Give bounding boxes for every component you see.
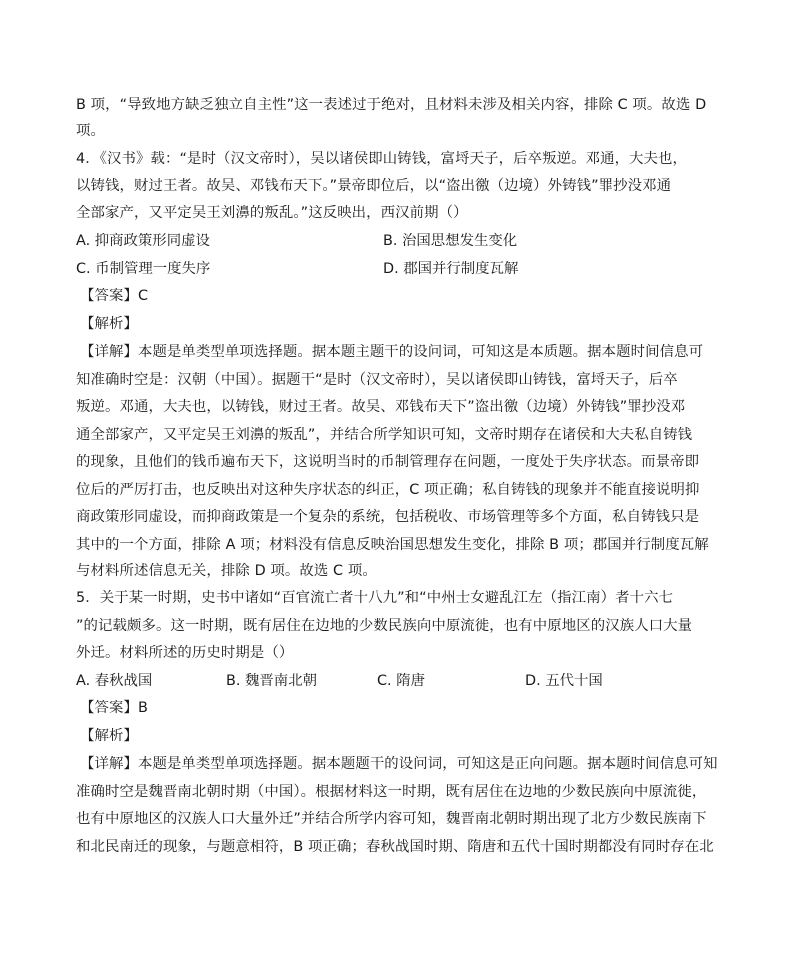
q5-analysis-label: 【解析】 [80, 728, 138, 744]
q4-detail-line-9: 与材料所述信息无关，排除 D 项。故选 C 项。 [76, 563, 377, 579]
q4-detail-line-4: 通全部家产，又平定吴王刘濞的叛乱”，并结合所学知识可知，文帝时期存在诸侯和大夫私自铸钱 [76, 427, 693, 443]
q4-analysis-label: 【解析】 [80, 316, 138, 332]
q4-detail-line-5: 的现象，且他们的钱币遍布天下，这说明当时的币制管理存在问题，一度处于失序状态。而景帝即 [76, 454, 700, 470]
q4-detail-line-6: 位后的严厉打击，也反映出对这种失序状态的纠正，C 项正确；私自铸钱的现象并不能直接说明抑 [76, 482, 700, 498]
q4-option-a: A. 抑商政策形同虚设 [76, 233, 210, 249]
q5-answer: 【答案】B [80, 700, 148, 716]
q4-stem-line-1: 4．《汉书》载：“是时（汉文帝时），吴以诸侯即山铸钱，富埒天子，后卒叛逆。邓通，大夫也， [76, 151, 688, 167]
q5-stem-line-1: 5．关于某一时期，史书中诸如“百官流亡者十八九”和“中州士女避乱江左（指江南）者十六七 [76, 590, 674, 606]
q5-detail-line-2: 准确时空是魏晋南北朝时期（中国）。根据材料这一时期，既有居住在边地的少数民族向中原流徙， [76, 784, 707, 800]
q4-option-b: B. 治国思想发生变化 [383, 233, 518, 249]
q5-detail-line-1: 【详解】本题是单类型单项选择题。据本题题干的设问词，可知这是正向问题。据本题时间信息可知 [80, 756, 718, 772]
q4-detail-line-2: 知准确时空是：汉朝（中国）。据题干“是时（汉文帝时），吴以诸侯即山铸钱，富埒天子，后卒 [76, 372, 678, 388]
q4-answer: 【答案】C [80, 288, 149, 304]
q5-option-a: A. 春秋战国 [76, 673, 153, 689]
prev-analysis-line-2: 项。 [76, 123, 105, 139]
q4-option-c: C. 币制管理一度失序 [76, 261, 211, 277]
q5-option-b: B. 魏晋南北朝 [226, 673, 317, 689]
q4-option-d: D. 郡国并行制度瓦解 [383, 261, 519, 277]
q4-stem-line-2: 以铸钱，财过王者。故吴、邓钱布天下。”景帝即位后，以“盗出徼（边境）外铸钱”罪抄没邓通 [76, 178, 672, 194]
q4-detail-line-1: 【详解】本题是单类型单项选择题。据本题主题干的设问词，可知这是本质题。据本题时间信息可 [80, 344, 704, 360]
q5-stem-line-3: 外迁。材料所述的历史时期是（） [76, 645, 294, 661]
q4-detail-line-7: 商政策形同虚设，而抑商政策是一个复杂的系统，包括税收、市场管理等多个方面，私自铸钱只是 [76, 509, 700, 525]
prev-analysis-line-1: B 项，“导致地方缺乏独立自主性”这一表述过于绝对，且材料未涉及相关内容，排除 C 项。故选 D [76, 97, 707, 113]
q5-option-d: D. 五代十国 [525, 673, 603, 689]
q5-option-c: C. 隋唐 [377, 673, 425, 689]
q4-detail-line-3: 叛逆。邓通，大夫也，以铸钱，财过王者。故吴、邓钱布天下”盗出徼（边境）外铸钱”罪抄没邓 [76, 399, 686, 415]
q4-stem-line-3: 全部家产，又平定吴王刘濞的叛乱。”这反映出，西汉前期（） [76, 205, 468, 221]
q4-detail-line-8: 其中的一个方面，排除 A 项；材料没有信息反映治国思想发生变化，排除 B 项；郡国并行制度瓦解 [76, 537, 709, 553]
q5-detail-line-3: 也有中原地区的汉族人口大量外迁”并结合所学内容可知，魏晋南北朝时期出现了北方少数民族南下 [76, 811, 707, 827]
q5-stem-line-2: ”的记载颇多。这一时期，既有居住在边地的少数民族向中原流徙，也有中原地区的汉族人口大量 [76, 618, 693, 634]
q5-detail-line-4: 和北民南迁的现象，与题意相符，B 项正确；春秋战国时期、隋唐和五代十国时期都没有同时存在北 [76, 839, 714, 855]
